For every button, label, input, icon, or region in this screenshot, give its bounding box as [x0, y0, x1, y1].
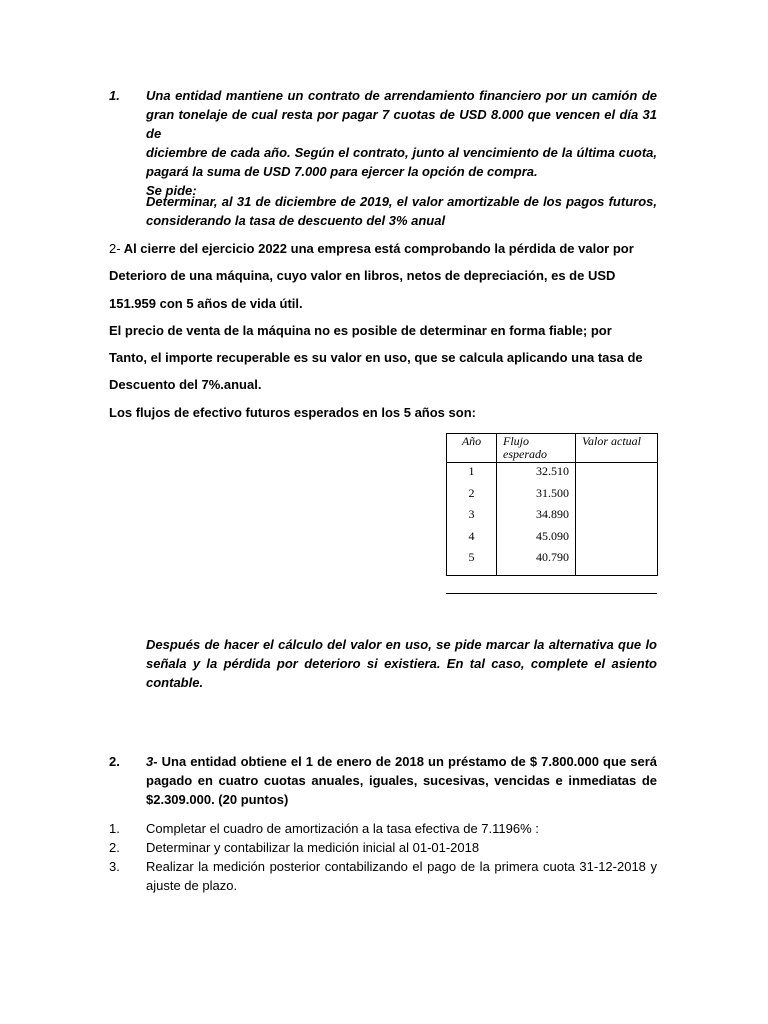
table-row — [447, 506, 658, 528]
q3-line-1-text: Una entidad obtiene el 1 de enero de 2018 un préstamo de $ 7.800.000 que será — [157, 754, 657, 769]
table-row — [447, 463, 658, 485]
q3-number: 2. — [109, 754, 120, 769]
cell-valor — [576, 549, 658, 575]
list-item — [109, 819, 657, 838]
cell-flujo: 45.090 — [497, 528, 576, 550]
cell-valor — [576, 485, 658, 507]
list-item-text: Completar el cuadro de amortización a la tasa efectiva de 7.1196% : — [146, 821, 539, 836]
q2-line-5: Tanto, el importe recuperable es su valor en uso, que se calcula aplicando una tasa de — [109, 350, 643, 365]
cell-ano: 2 — [447, 485, 497, 507]
q2-lead-number: 2- — [109, 241, 121, 256]
cell-valor — [576, 463, 658, 485]
q1-task — [146, 192, 657, 230]
q2-line-1 — [109, 241, 634, 256]
cell-ano: 5 — [447, 549, 497, 575]
cell-valor — [576, 528, 658, 550]
q3-lead: 3- — [146, 754, 158, 769]
cash-flow-table — [446, 433, 658, 576]
q2-line-6: Descuento del 7%.anual. — [109, 377, 262, 392]
q3-task-list — [109, 819, 657, 895]
q2-line-7: Los flujos de efectivo futuros esperados en los 5 años son: — [109, 405, 476, 420]
q2-closing-line-2: señala y la pérdida por deterioro si existiera. En tal caso, complete el asiento — [146, 656, 657, 671]
table-row — [447, 485, 658, 507]
cell-valor — [576, 506, 658, 528]
table-header-row — [447, 434, 658, 463]
answer-rule — [446, 593, 657, 594]
q1-line-3: diciembre de cada año. Según el contrato, junto al vencimiento de la última cuota, — [146, 145, 657, 160]
header-valor: Valor actual — [576, 434, 658, 463]
list-item — [109, 857, 657, 895]
q1-line-4: pagará la suma de USD 7.000 para ejercer la opción de compra. — [146, 164, 538, 179]
q3-paragraph — [146, 752, 657, 809]
q2-line-1-text: Al cierre del ejercicio 2022 una empresa está comprobando la pérdida de valor por — [120, 241, 634, 256]
list-item-number: 3. — [109, 859, 120, 874]
q2-closing — [146, 635, 657, 692]
q2-line-3: 151.959 con 5 años de vida útil. — [109, 296, 303, 311]
q1-se-pide: Se pide: — [146, 183, 197, 198]
q1-line-1: Una entidad mantiene un contrato de arrendamiento financiero por un camión de — [146, 88, 657, 103]
q2-closing-line-3: contable. — [146, 675, 204, 690]
cell-flujo: 40.790 — [497, 549, 576, 575]
cell-ano: 4 — [447, 528, 497, 550]
q2-line-2: Deterioro de una máquina, cuyo valor en libros, netos de depreciación, es de USD — [109, 268, 616, 283]
q2-closing-line-1: Después de hacer el cálculo del valor en uso, se pide marcar la alternativa que lo — [146, 637, 657, 652]
cell-ano: 1 — [447, 463, 497, 485]
list-item-text: Realizar la medición posterior contabilizando el pago de la primera cuota 31-12-2018 y ajuste de plazo. — [146, 859, 657, 893]
q3-line-2: pagado en cuatro cuotas anuales, iguales, sucesivas, vencidas e inmediatas de — [146, 773, 657, 788]
cell-flujo: 32.510 — [497, 463, 576, 485]
q1-task-line-1: Determinar, al 31 de diciembre de 2019, el valor amortizable de los pagos futuros, — [146, 194, 657, 209]
cell-flujo: 31.500 — [497, 485, 576, 507]
list-item — [109, 838, 657, 857]
q1-paragraph — [146, 86, 657, 200]
cell-ano: 3 — [447, 506, 497, 528]
q2-line-4: El precio de venta de la máquina no es posible de determinar en forma fiable; por — [109, 323, 612, 338]
list-item-number: 1. — [109, 821, 120, 836]
q3-line-1 — [146, 752, 657, 771]
table-row — [447, 549, 658, 575]
list-item-number: 2. — [109, 840, 120, 855]
q1-task-line-2: considerando la tasa de descuento del 3% anual — [146, 213, 446, 228]
list-item-text: Determinar y contabilizar la medición inicial al 01-01-2018 — [146, 840, 480, 855]
header-flujo: Flujo esperado — [497, 434, 576, 463]
q1-line-2: gran tonelaje de cual resta por pagar 7 cuotas de USD 8.000 que vencen el día 31 de — [146, 107, 657, 141]
q3-line-3: $2.309.000. (20 puntos) — [146, 792, 289, 807]
q1-number: 1. — [109, 88, 120, 103]
table-row — [447, 528, 658, 550]
header-ano: Año — [447, 434, 497, 463]
cell-flujo: 34.890 — [497, 506, 576, 528]
